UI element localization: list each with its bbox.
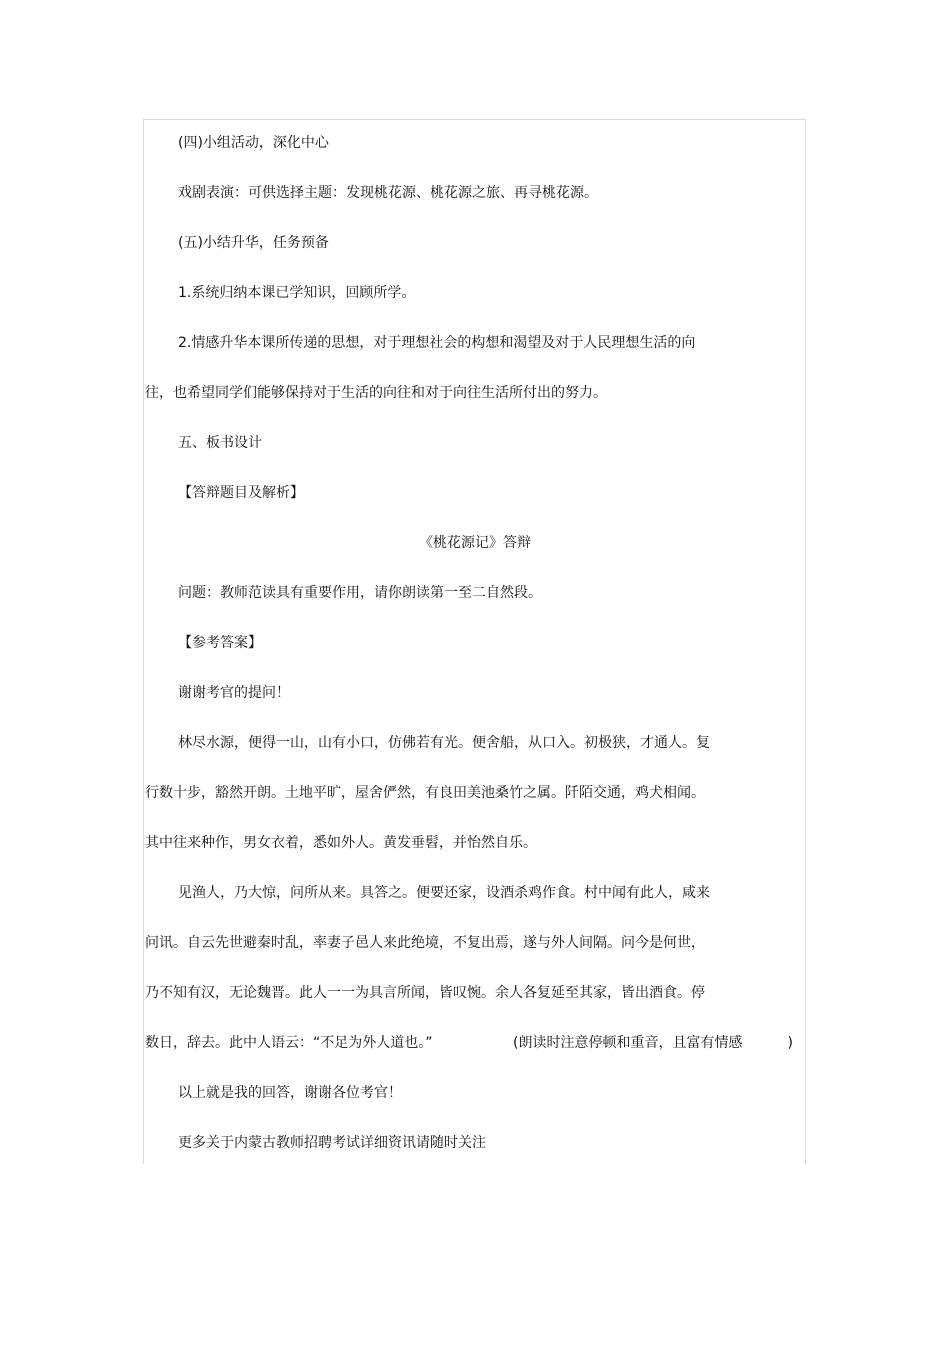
section-heading-group-activity: (四)小组活动，深化中心 xyxy=(178,135,329,151)
reading-note-close: ) xyxy=(787,1035,793,1051)
passage-line-3: 其中往来种作，男女衣着，悉如外人。黄发垂髫，并怡然自乐。 xyxy=(145,835,537,851)
reading-note: (朗读时注意停顿和重音，且富有情感 xyxy=(513,1035,743,1051)
section-heading-summary: (五)小结升华，任务预备 xyxy=(178,235,329,251)
footer-notice: 更多关于内蒙古教师招聘考试详细资讯请随时关注 xyxy=(178,1135,486,1151)
passage-line-5: 问讯。自云先世避秦时乱，率妻子邑人来此绝境，不复出焉，遂与外人间隔。问今是何世， xyxy=(145,935,705,951)
passage-line-7-row xyxy=(145,1034,793,1052)
list-item-2-continued: 往，也希望同学们能够保持对于生活的向往和对于向往生活所付出的努力。 xyxy=(145,385,607,401)
paragraph-drama-performance: 戏剧表演：可供选择主题：发现桃花源、桃花源之旅、再寻桃花源。 xyxy=(178,185,598,201)
passage-line-4: 见渔人，乃大惊，问所从来。具答之。便要还家，设酒杀鸡作食。村中闻有此人，咸来 xyxy=(178,885,710,901)
answer-greeting: 谢谢考官的提问！ xyxy=(178,685,290,701)
passage-line-6: 乃不知有汉，无论魏晋。此人一一为具言所闻，皆叹惋。余人各复延至其家，皆出酒食。停 xyxy=(145,985,705,1001)
section-heading-board-design: 五、板书设计 xyxy=(178,435,262,451)
section-heading-defense: 【答辩题目及解析】 xyxy=(178,485,304,501)
answer-closing: 以上就是我的回答，谢谢各位考官！ xyxy=(178,1085,402,1101)
passage-line-7: 数日，辞去。此中人语云：“不足为外人道也。” xyxy=(145,1035,433,1051)
list-item-1: 1.系统归纳本课已学知识，回顾所学。 xyxy=(178,285,416,301)
reference-answer-heading: 【参考答案】 xyxy=(178,635,262,651)
passage-line-2: 行数十步，豁然开朗。土地平旷，屋舍俨然，有良田美池桑竹之属。阡陌交通，鸡犬相闻。 xyxy=(145,785,705,801)
passage-line-1: 林尽水源，便得一山，山有小口，仿佛若有光。便舍船，从口入。初极狭，才通人。复 xyxy=(178,735,710,751)
list-item-2: 2.情感升华本课所传递的思想，对于理想社会的构想和渴望及对于人民理想生活的向 xyxy=(178,335,696,351)
question-text: 问题：教师范读具有重要作用，请你朗读第一至二自然段。 xyxy=(178,585,542,601)
defense-title: 《桃花源记》答辩 xyxy=(419,535,531,551)
